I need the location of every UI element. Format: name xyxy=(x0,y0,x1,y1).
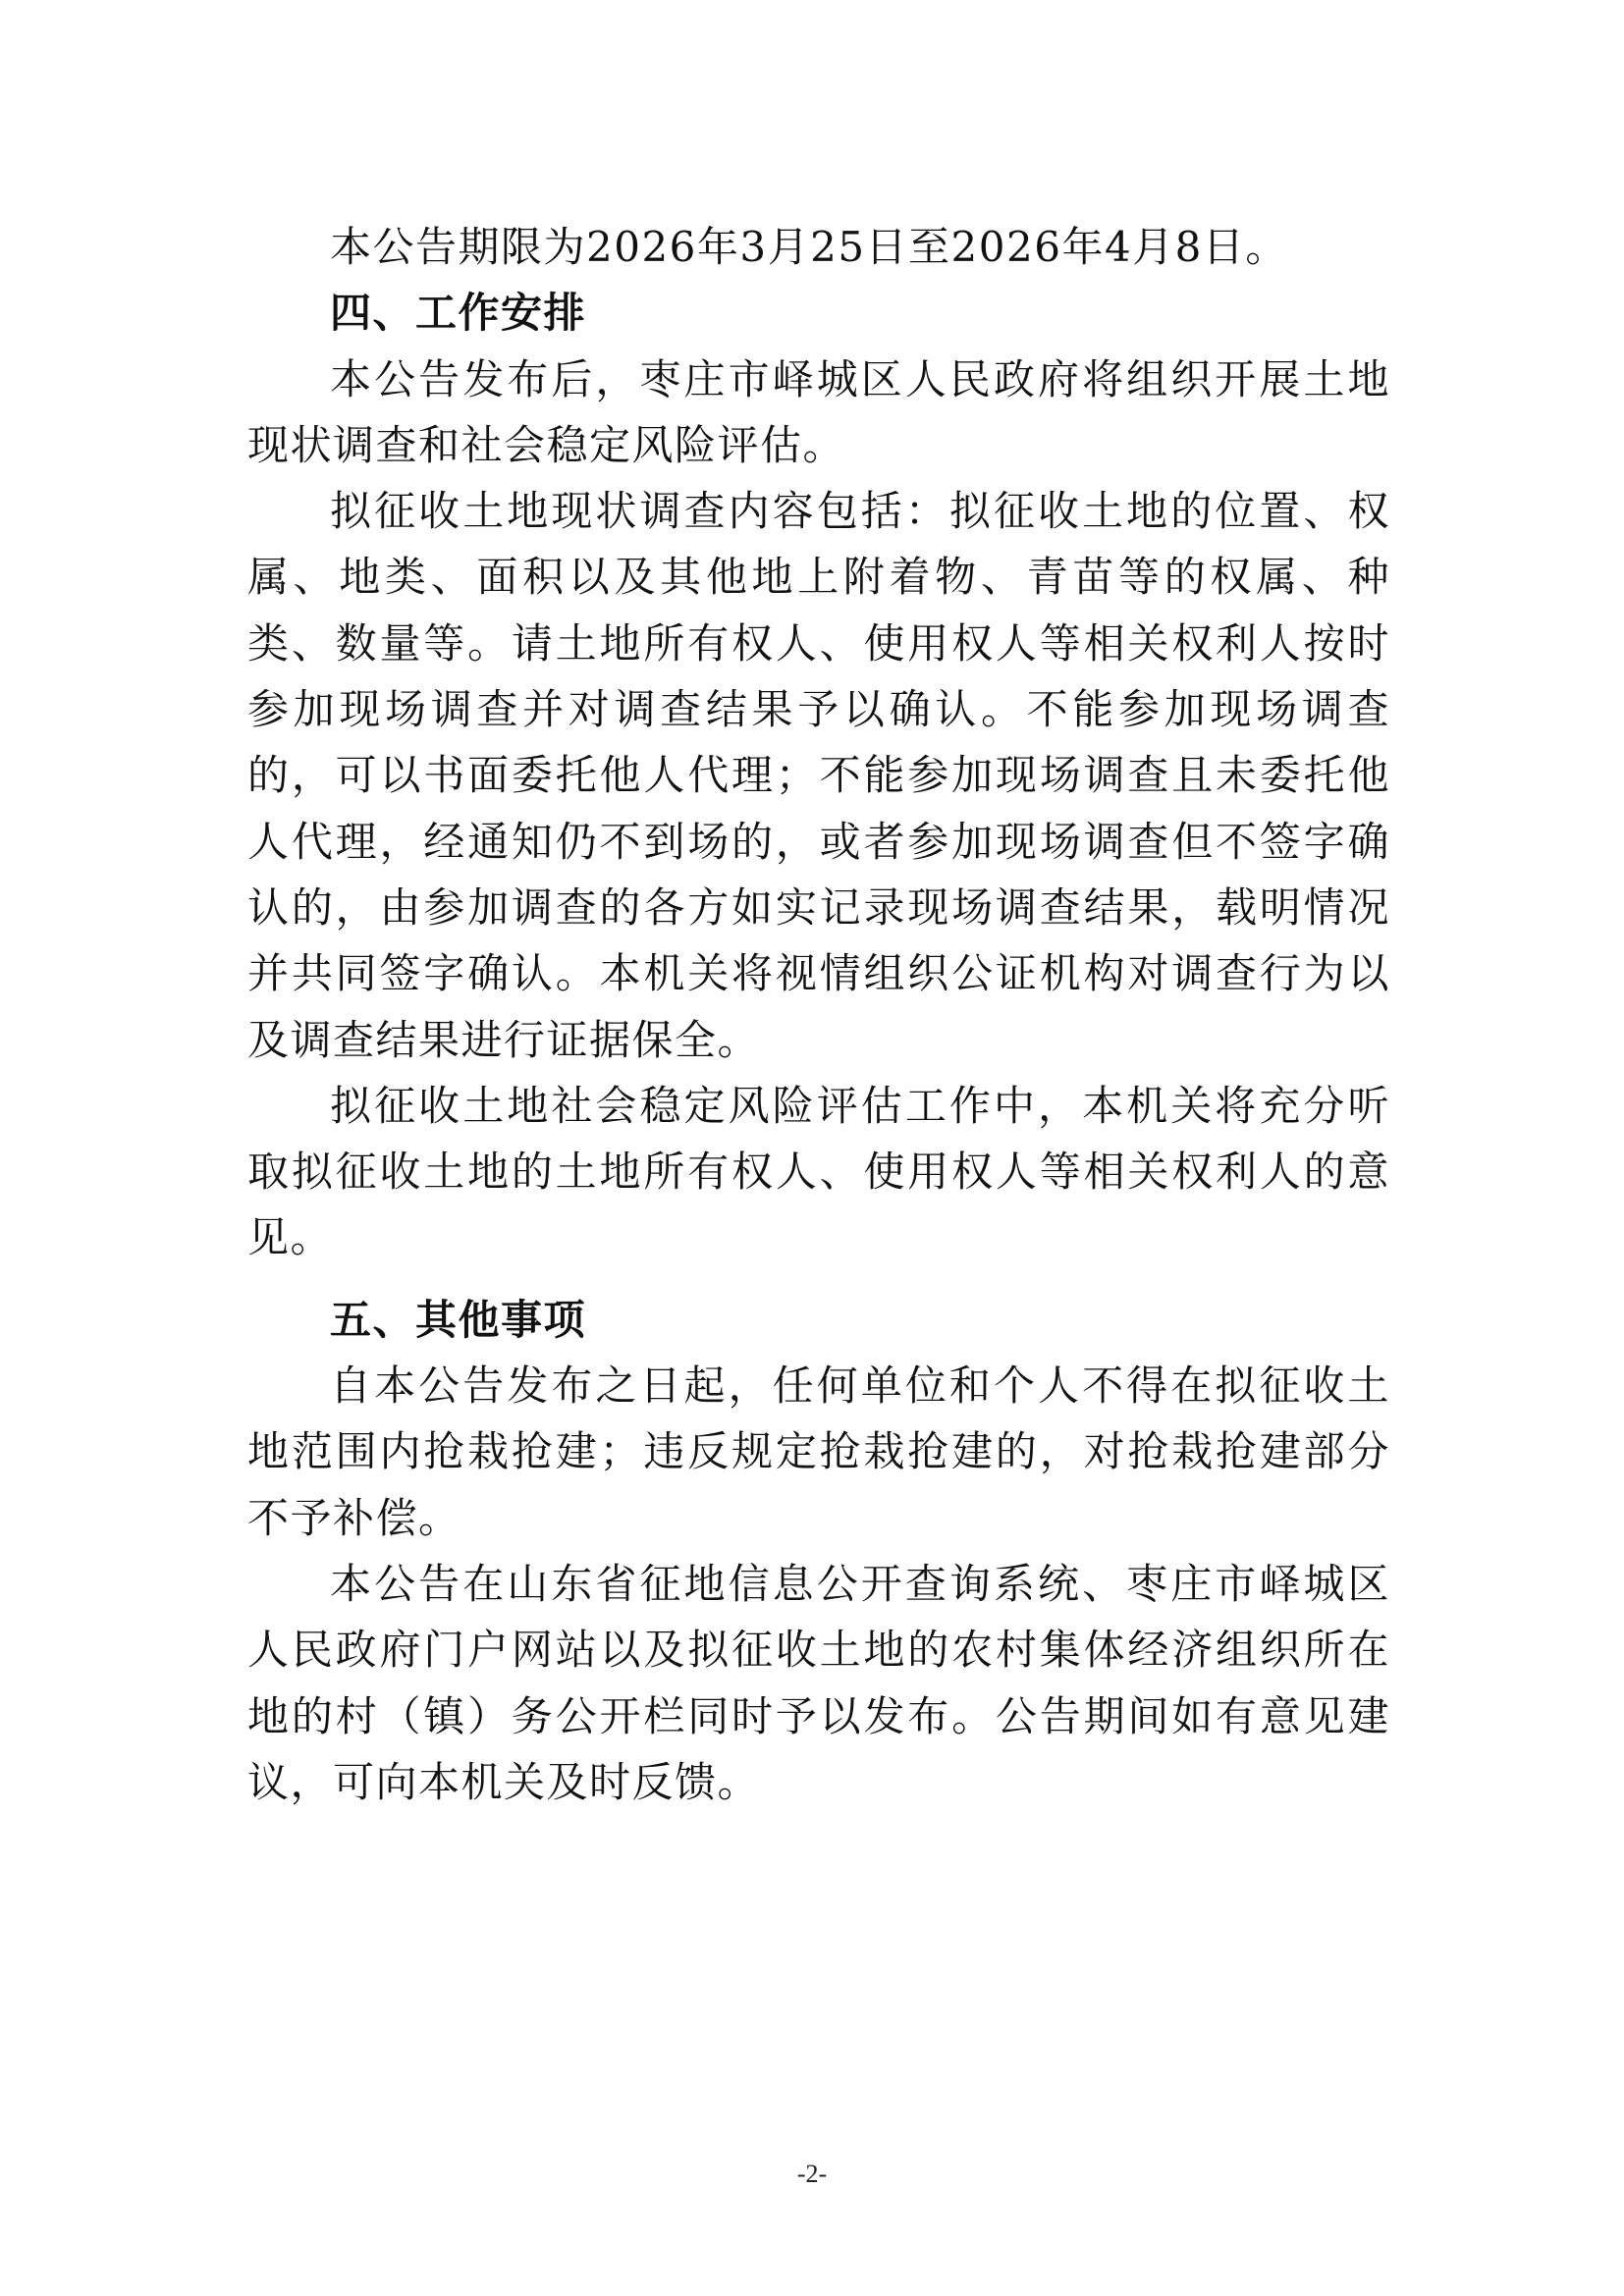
risk-assessment-paragraph: 拟征收土地社会稳定风险评估工作中，本机关将充分听取拟征收土地的土地所有权人、使用权人等相关权利人的意见。 xyxy=(247,1081,1390,1262)
work-arrangement-paragraph: 本公告发布后，枣庄市峄城区人民政府将组织开展土地现状调查和社会稳定风险评估。 xyxy=(247,354,1390,469)
section-heading-other-matters: 五、其他事项 xyxy=(330,1295,587,1344)
page-number: -2- xyxy=(796,2160,828,2188)
notice-period-paragraph: 本公告期限为2026年3月25日至2026年4月8日。 xyxy=(330,223,1288,271)
no-planting-building-paragraph: 自本公告发布之日起，任何单位和个人不得在拟征收土地范围内抢栽抢建；违反规定抢栽抢建的，对抢栽抢建部分不予补偿。 xyxy=(247,1362,1390,1542)
publication-paragraph: 本公告在山东省征地信息公开查询系统、枣庄市峄城区人民政府门户网站以及拟征收土地的农村集体经济组织所在地的村（镇）务公开栏同时予以发布。公告期间如有意见建议，可向本机关及时反馈。 xyxy=(247,1559,1390,1806)
section-heading-work-arrangement: 四、工作安排 xyxy=(330,289,587,338)
land-survey-paragraph: 拟征收土地现状调查内容包括：拟征收土地的位置、权属、地类、面积以及其他地上附着物、青苗等的权属、种类、数量等。请土地所有权人、使用权人等相关权利人按时参加现场调查并对调查结果予以确认。不能参加现场调查的，可以书面委托他人代理；不能参加现场调查且未委托他人代理，经通知仍不到场的，或者参加现场调查但不签字确认的，由参加调查的各方如实记录现场调查结果，载明情况并共同签字确认。本机关将视情组织公证机构对调查行为以及调查结果进行证据保全。 xyxy=(247,487,1390,1064)
document-body xyxy=(247,214,1390,1815)
